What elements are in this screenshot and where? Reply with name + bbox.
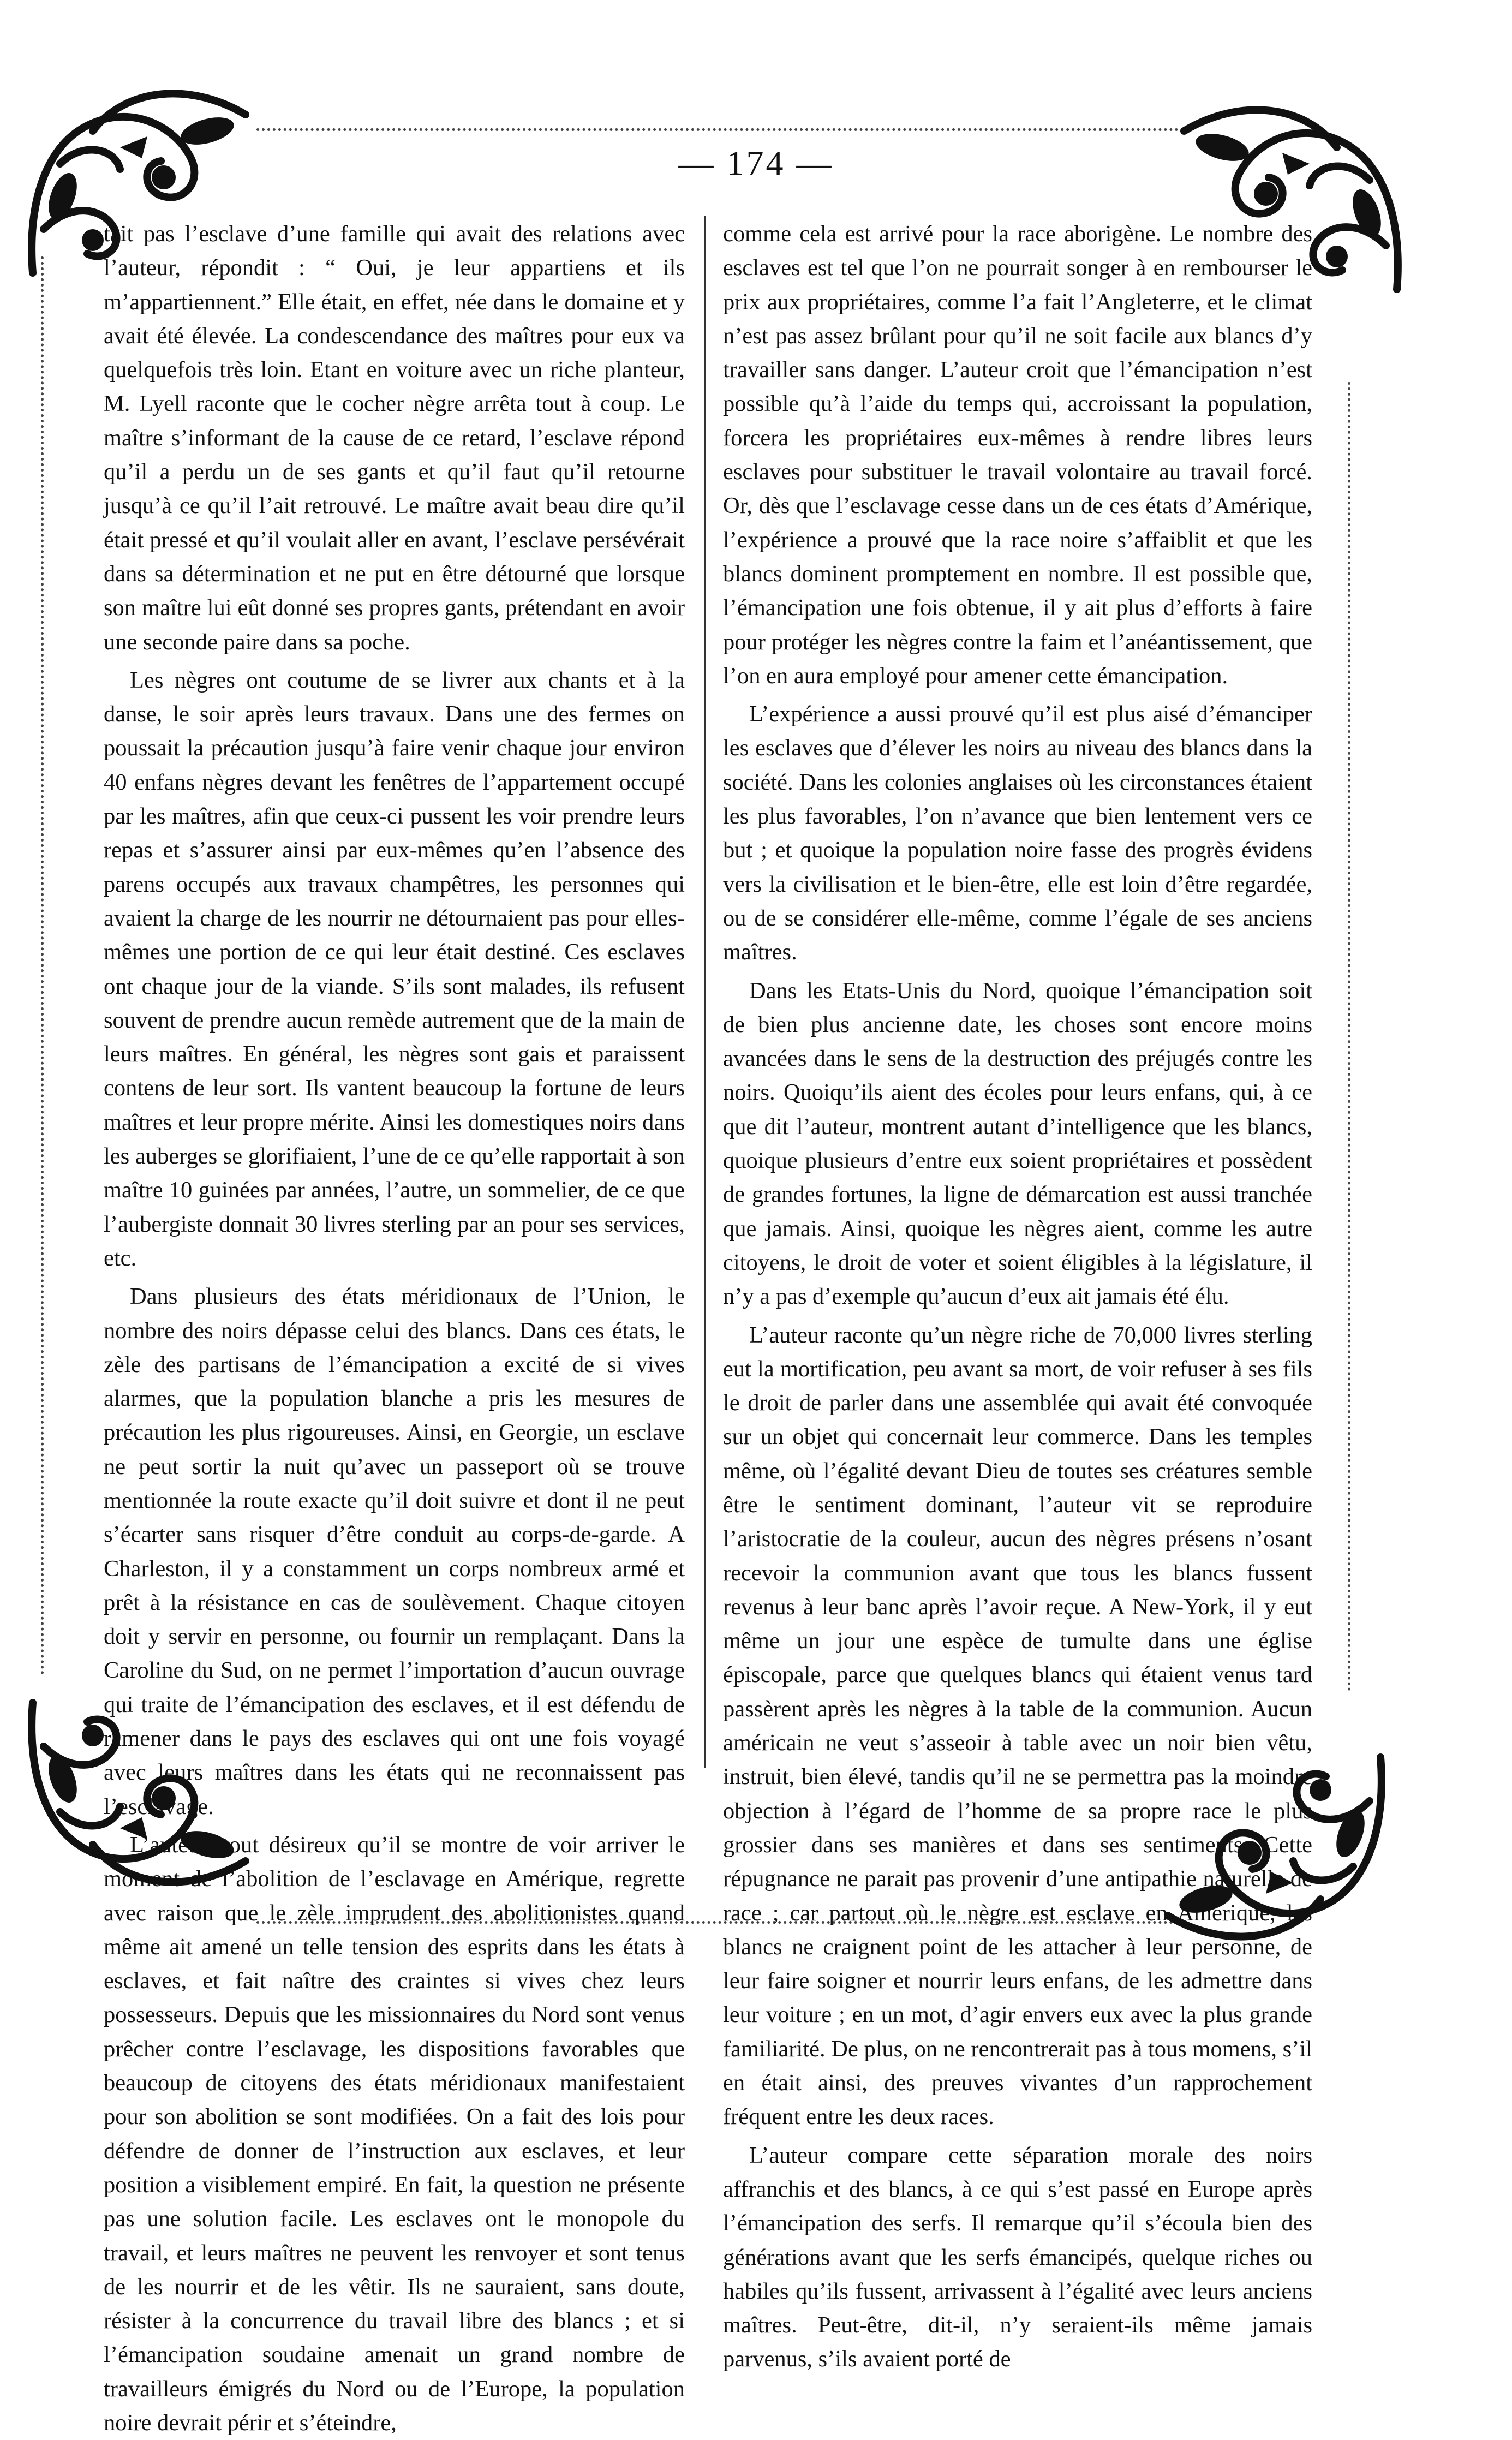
top-border-line <box>256 128 1184 131</box>
paragraph: Dans les Etats-Unis du Nord, quoique l’émancipation soit de bien plus ancienne date, les choses sont encore moins avancées dans le sens de la destruction des préjugés contre les noirs. Quoiqu’ils aient des écoles pour leurs enfans, qui, à ce que dit l’auteur, montrent autant d’intelligence que les blancs, quoique plusieurs d’entre eux soient propriétaires et possèdent de grandes fortunes, la ligne de démarcation est aussi tranchée que jamais. Ainsi, quoique les nègres aient, comme les autre citoyens, le droit de voter et soient éligibles à la législature, il n’y a pas d’exemple qu’aucun d’eux ait jamais été élu. <box>723 977 1312 1310</box>
paragraph: L’auteur, tout désireux qu’il se montre de voir arriver le moment de l’abolition de l’esclavage en Amérique, regrette avec raison que le zèle imprudent des abolitionistes quand même ait amené un telle tension des esprits dans les états à esclaves, et fait naître des craintes si vives chez leurs possesseurs. Depuis que les missionnaires du Nord sont venus prêcher contre l’esclavage, les dispositions favorables que beaucoup de citoyens des états méridionaux manifestaient pour son abolition se sont modifiées. On a fait des lois pour défendre de donner de l’instruction aux esclaves, et leur position a visiblement empiré. En fait, la question ne présente pas une solution facile. Les esclaves ont le monopole du travail, et leurs maîtres ne peuvent les renvoyer et sont tenus de les nourrir et de les vêtir. Ils ne sauraient, sans doute, résister à la concurrence du travail libre des blancs ; et si l’émancipation soudaine amenait un grand nombre de travailleurs émigrés du Nord ou de l’Europe, la population noire devrait périr et s’éteindre, <box>104 1832 685 2436</box>
paragraph: tait pas l’esclave d’une famille qui avait des relations avec l’auteur, répondit : “ Oui, je leur appartiens et ils m’appartiennent.” Elle était, en effet, née dans le domaine et y avait été élevée. La condescendance des maîtres pour eux va quelquefois très loin. Etant en voiture avec un riche planteur, M. Lyell raconte que le cocher nègre arrêta tout à coup. Le maître s’informant de la cause de ce retard, l’esclave répond qu’il a perdu un de ses gants et qu’il faut qu’il retourne jusqu’à ce qu’il l’ait retrouvé. Le maître avait beau dire qu’il était pressé et qu’il voulait aller en avant, l’esclave persévérait dans sa détermination et ne put en être détourné que lorsque son maître lui eût donné ses propres gants, prétendant en avoir une seconde paire dans sa poche. <box>104 221 685 655</box>
right-text-column <box>723 217 1312 2377</box>
right-border-line <box>1348 382 1350 1692</box>
paragraph: L’auteur compare cette séparation morale des noirs affranchis et des blancs, à ce qui s’est passé en Europe après l’émancipation des serfs. Il remarque qu’il s’écoula bien des générations avant que les serfs émancipés, quelque riches ou habiles qu’ils fussent, arrivassent à l’égalité avec leurs anciens maîtres. Peut-être, dit-il, n’y seraient-ils même jamais parvenus, s’ils avaient porté de <box>723 2142 1312 2372</box>
left-text-column <box>104 217 685 2440</box>
paragraph: Les nègres ont coutume de se livrer aux chants et à la danse, le soir après leurs travaux. Dans une des fermes on poussait la précaution jusqu’à faire venir chaque jour environ 40 enfans nègres devant les fenêtres de l’appartement occupé par les maîtres, afin que ceux-ci pussent les voir prendre leurs repas et s’assurer ainsi par eux-mêmes qu’en l’absence des parens occupés aux travaux champêtres, les personnes qui avaient la charge de les nourrir ne détournaient pas pour elles-mêmes une portion de ce qui leur était destiné. Ces esclaves ont chaque jour de la viande. S’ils sont malades, ils refusent souvent de prendre aucun remède autrement que de la main de leurs maîtres. En général, les nègres sont gais et paraissent contens de leur sort. Ils vantent beaucoup la fortune de leurs maîtres et leur propre mérite. Ainsi les domestiques noirs dans les auberges se glorifiaient, l’une de ce qu’elle rapportait à son maître 10 guinées par années, l’autre, un sommelier, de ce que l’aubergiste donnait 30 livres sterling par an pour ses services, etc. <box>104 667 685 1271</box>
paragraph: L’expérience a aussi prouvé qu’il est plus aisé d’émanciper les esclaves que d’élever les noirs au niveau des blancs dans la société. Dans les colonies anglaises où les circonstances étaient les plus favorables, l’on n’avance que bien lentement vers ce but ; et quoique la population noire fasse des progrès évidens vers la civilisation et le bien-être, elle est loin d’être regardée, ou de se considérer elle-même, comme l’égale de ses anciens maîtres. <box>723 701 1312 965</box>
left-border-line <box>41 256 44 1675</box>
page-number: — 174 — <box>678 144 834 182</box>
paragraph: Dans plusieurs des états méridionaux de l’Union, le nombre des noirs dépasse celui des blancs. Dans ces états, le zèle des partisans de l’émancipation a excité de si vives alarmes, que la population blanche a pris les mesures de précaution les plus rigoureuses. Ainsi, en Georgie, un esclave ne peut sortir la nuit qu’avec un passeport où se trouve mentionnée la route exacte qu’il doit suivre et dont il ne peut s’écarter sans risquer d’être conduit au corps-de-garde. A Charleston, il y a constamment un corps nombreux armé et prêt à la résistance en cas de soulèvement. Chaque citoyen doit y servir en personne, ou fournir un remplaçant. Dans la Caroline du Sud, on ne permet l’importation d’aucun ouvrage qui traite de l’émancipation des esclaves, et il est défendu de ramener dans le pays des esclaves qui ont une fois voyagé avec leurs maîtres dans les états qui ne reconnaissent pas l’esclavage. <box>104 1284 685 1819</box>
column-divider <box>704 216 706 1768</box>
paragraph: L’auteur raconte qu’un nègre riche de 70,000 livres sterling eut la mortification, peu avant sa mort, de voir refuser à ses fils le droit de parler dans une assemblée qui avait été convoquée sur un objet qui concernait leur commerce. Dans les temples même, où l’égalité devant Dieu de toutes ses créatures semble être le sentiment dominant, l’auteur vit se reproduire l’aristocratie de la couleur, aucun des nègres présens n’osant recevoir la communion avant que tous les blancs fussent revenus à leur banc après l’avoir reçue. A New-York, il y eut même un jour une espèce de tumulte dans une église épiscopale, parce que quelques blancs qui étaient venus tard passèrent après les nègres à la table de la communion. Aucun américain ne veut s’asseoir à table avec un noir bien vêtu, instruit, bien élevé, tandis qu’il ne se permettra pas la moindre objection à l’égard de l’homme de sa propre race le plus grossier dans ses manières et dans ses sentiments. Cette répugnance ne parait pas provenir d’une antipathie naturelle de race ; car partout où le nègre est esclave en Amérique, les blancs ne craignent point de les attacher à leur personne, de leur faire soigner et nourrir leurs enfans, de les admettre dans leur voiture ; en un mot, d’agir envers eux avec la plus grande familiarité. De plus, on ne rencontrerait pas à tous momens, s’il en était ainsi, des preuves vivantes d’un rapprochement fréquent entre les deux races. <box>723 1322 1312 2130</box>
paragraph: comme cela est arrivé pour la race aborigène. Le nombre des esclaves est tel que l’on ne pourrait songer à en rembourser le prix aux propriétaires, comme l’a fait l’Angleterre, et le climat n’est pas assez brûlant pour qu’il ne soit facile aux blancs d’y travailler sans danger. L’auteur croit que l’émancipation n’est possible qu’à l’aide du temps qui, accroissant la population, forcera les propriétaires eux-mêmes à rendre libres leurs esclaves pour substituer le travail volontaire au travail forcé. Or, dès que l’esclavage cesse dans un de ces états d’Amérique, l’expérience a prouvé que la race noire s’affaiblit et que les blancs dominent promptement en nombre. Il est possible que, l’émancipation une fois obtenue, il y ait plus d’efforts à faire pour protéger les nègres contre la faim et l’anéantissement, que l’on en aura employé pour amener cette émancipation. <box>723 221 1312 689</box>
